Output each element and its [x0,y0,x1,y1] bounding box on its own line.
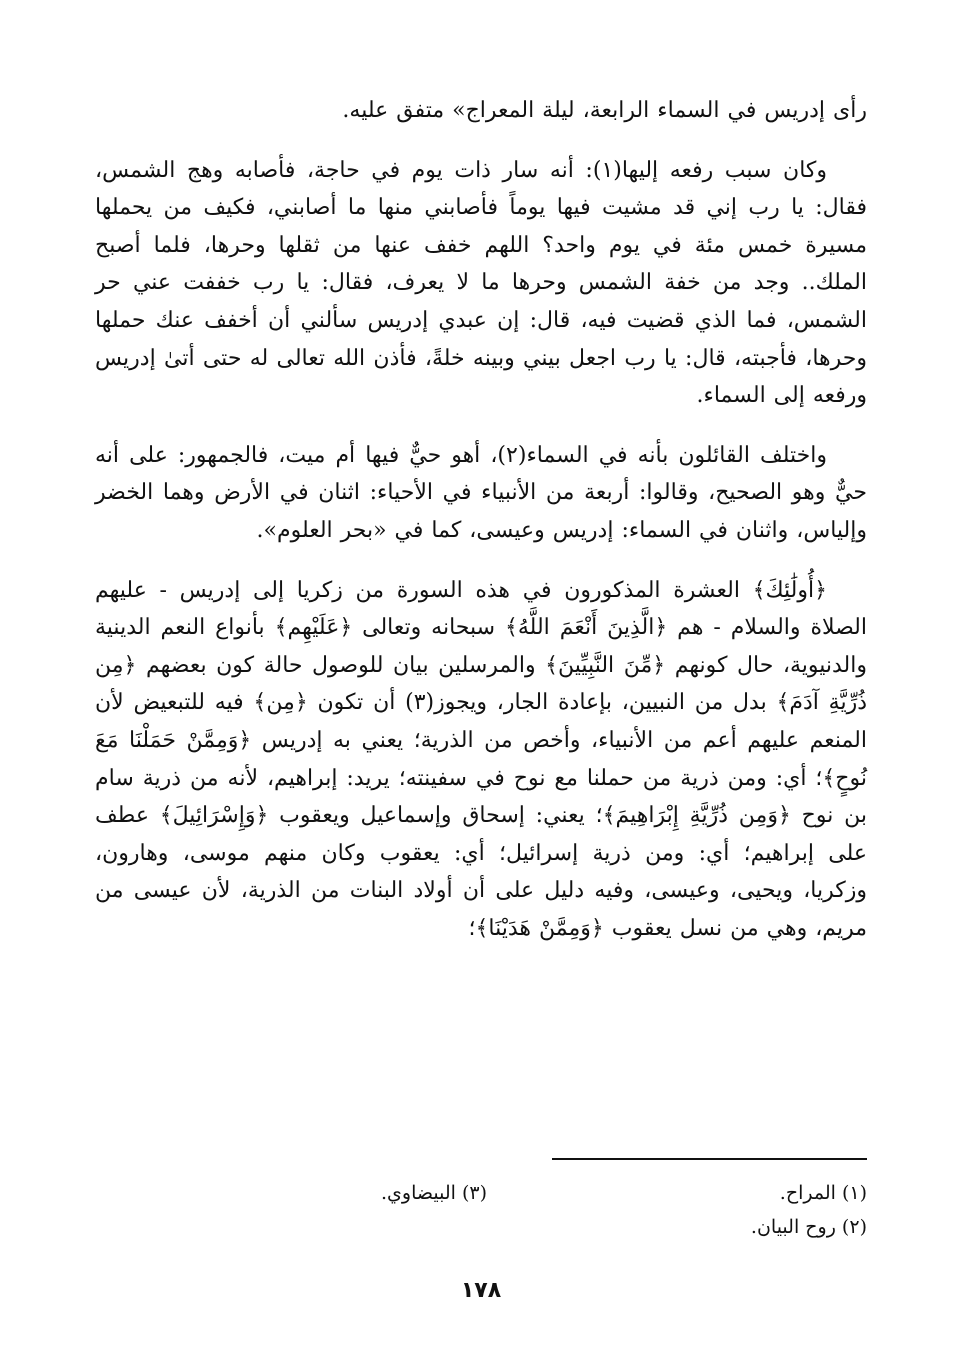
footnote-3: (٣) البيضاوي. [381,1182,487,1204]
paragraph-3: واختلف القائلون بأنه في السماء(٢)، أهو حيٌّ فيها أم ميت، فالجمهور: على أنه حيٌّ وهو الصحيح، وقالوا: أربعة من الأنبياء في الأحياء: اثنان في الأرض وهما الخضر وإلياس، واثنان في السماء: إدريس وعيسى، كما في «بحر العلوم». [95,442,867,543]
footnote-2: (٢) روح البيان. [750,1216,867,1238]
footnote-1: (١) المراح. [779,1182,867,1204]
paragraph-4: ﴿أُولَٰئِكَ﴾ العشرة المذكورون في هذه السورة من زكريا إلى إدريس - عليهم الصلاة والسلام - هم ﴿الَّذِينَ أَنْعَمَ اللَّهُ﴾ سبحانه وتعالى ﴿عَلَيْهِم﴾ بأنواع النعم الدينية والدنيوية، حال كونهم ﴿مِّنَ النَّبِيِّينَ﴾ والمرسلين بيان للوصول حالة كون بعضهم ﴿مِن ذُرِّيَّةِ آدَمَ﴾ بدل من النبيين، بإعادة الجار، ويجوز(٣) أن تكون ﴿مِن﴾ فيه للتبعيض لأن المنعم عليهم أعم من الأنبياء، وأخص من الذرية؛ يعني به إدريس ﴿وَمِمَّنْ حَمَلْنَا مَعَ نُوحٍ﴾؛ أي: ومن ذرية من حملنا مع نوح في سفينته؛ يريد: إبراهيم، لأنه من ذرية سام بن نوح ﴿وَمِن ذُرِّيَّةِ إِبْرَاهِيمَ﴾؛ يعني: إسحاق وإسماعيل ويعقوب ﴿وَإِسْرَائِيلَ﴾ عطف على إبراهيم؛ أي: ومن ذرية إسرائيل؛ أي: يعقوب وكان منهم موسى، وهارون، وزكريا، ويحيى، وعيسى، وفيه دليل على أن أولاد البنات من الذرية، لأن عيسى من مريم، وهي من نسل يعقوب ﴿وَمِمَّنْ هَدَيْنَا﴾؛ [95,577,867,941]
paragraph-2: وكان سبب رفعه إليها(١): أنه سار ذات يوم في حاجة، فأصابه وهج الشمس، فقال: يا رب إني قد مشيت فيها يوماً فأصابني منها ما أصابني، فكيف من يحملها مسيرة خمس مئة في يوم واحد؟ اللهم خفف عنها من ثقلها وحرها، فلما أصبح الملك.. وجد من خفة الشمس وحرها ما لا يعرف، فقال: يا رب خففت عني حر الشمس، فما الذي قضيت فيه، قال: إن عبدي إدريس سألني أن أخفف عنك حملها وحرها، فأجبته، قال: يا رب اجعل بيني وبينه خلةً، فأذن الله تعالى له حتى أتىٰ إدريس ورفعه إلى السماء. [95,157,867,409]
page-number: ١٧٨ [460,1278,502,1303]
footnote-row-1 [95,1176,867,1210]
footnote-row-2 [95,1210,867,1244]
book-page [95,92,867,1332]
footnote-divider [552,1158,867,1160]
paragraph-1: رأى إدريس في السماء الرابعة، ليلة المعراج» متفق عليه. [342,98,867,123]
footnotes [95,1158,867,1244]
